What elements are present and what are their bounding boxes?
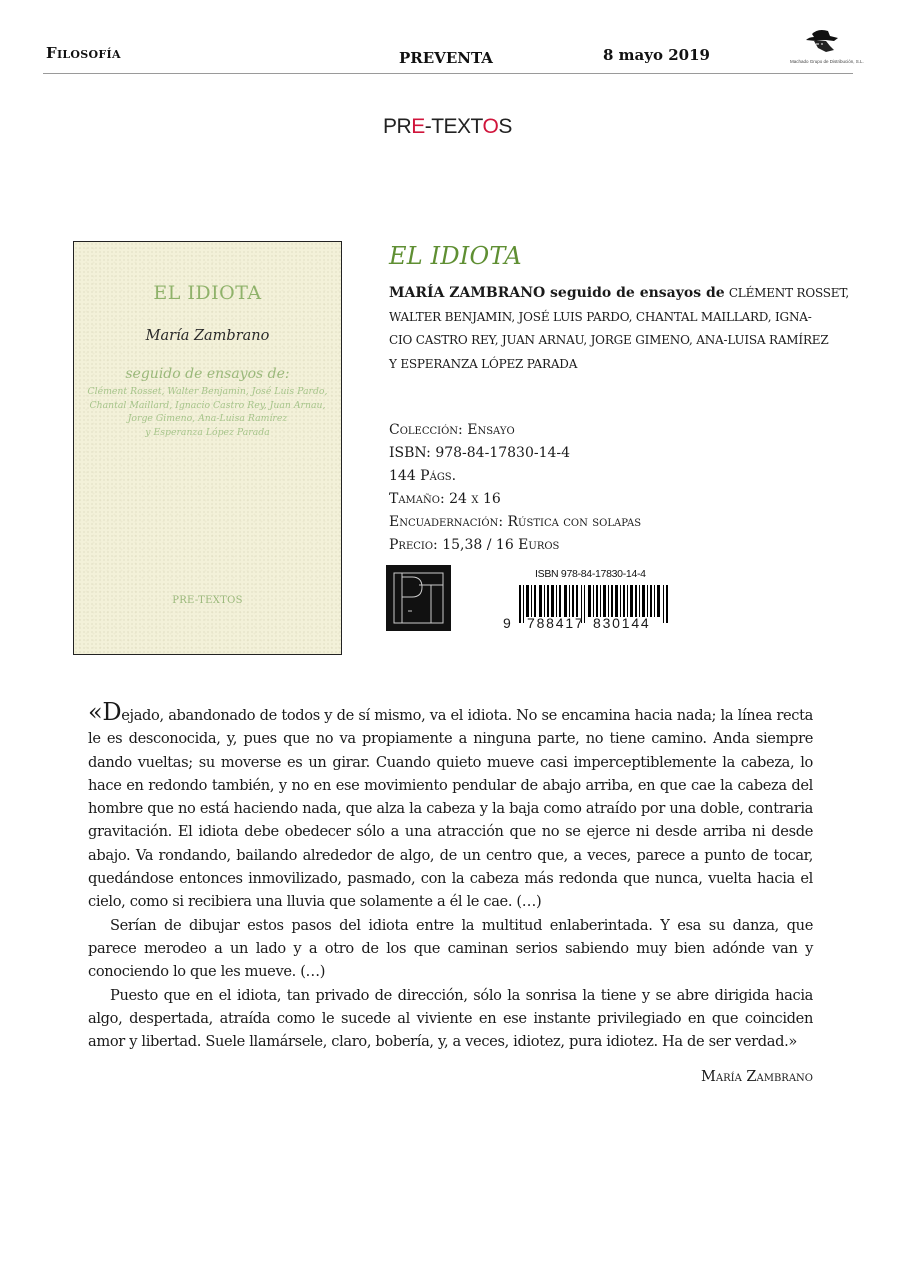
excerpt-paragraph: Puesto que en el idiota, tan privado de dirección, sólo la sonrisa la tiene y se abre dirigida hacia algo, despertada, atraída como le sucede al viviente en ese instante privilegiado en que coinciden amor y libertad. Suele llamársele, claro, bobería, y, a veces, idiotez, pura idiotez. Ha de ser verdad.» — [88, 986, 813, 1051]
cover-title: EL IDIOTA — [153, 282, 262, 304]
spec-binding: Encuadernación: Rústica con solapas — [389, 514, 642, 530]
logo-part: -TEXT — [424, 115, 483, 138]
header-divider — [43, 73, 853, 74]
contributors-line: WALTER BENJAMIN, JOSÉ LUIS PARDO, CHANTAL MAILLARD, IGNA- — [389, 309, 812, 324]
logo-accent: E — [411, 115, 425, 138]
spec-collection: Colección: Ensayo — [389, 422, 515, 438]
spec-pages: 144 Págs. — [389, 468, 457, 484]
barcode-digit-first: 9 — [503, 615, 511, 631]
barcode-digits-right: 830144 — [593, 615, 651, 631]
book-cover — [73, 241, 342, 655]
barcode-digits-left: 788417 — [527, 615, 585, 631]
pretextos-emblem-icon — [386, 565, 451, 631]
cover-contributors-line: Chantal Maillard, Ignacio Castro Rey, Juan Arnau, — [89, 399, 326, 411]
cover-author: María Zambrano — [145, 328, 270, 344]
publisher-logo — [383, 116, 512, 137]
cover-contributors-line: Clément Rosset, Walter Benjamin, José Luis Pardo, — [87, 386, 328, 397]
excerpt-quote — [88, 700, 813, 1053]
excerpt-signature: María Zambrano — [701, 1069, 813, 1085]
logo-accent: O — [482, 115, 499, 138]
section-label: Filosofía — [46, 44, 121, 62]
cover-contributors-line: Jorge Gimeno, Ana-Luisa Ramírez — [127, 413, 288, 424]
spec-price: Precio: 15,38 / 16 Euros — [389, 537, 560, 553]
cover-contributors — [82, 385, 333, 439]
book-title: EL IDIOTA — [389, 242, 522, 270]
logo-part: PR — [383, 115, 412, 138]
excerpt-text: ejado, abandonado de todos y de sí mismo, va el idiota. No se encamina hacia nada; la línea recta le es desconocida, y, pues que no va propiamente a ninguna parte, no tiene camino. Anda siempre dando vueltas; su moverse es un girar. Cuando quieto mueve casi imperceptiblemente la cabeza, lo hace en redondo también, y no en ese movimiento pendular de abajo arriba, en que cae la cabeza del hombre que no está haciendo nada, que alza la cabeza y la baja como atraído por una doble, contraria gravitación. El idiota debe obedecer sólo a una atracción que no se ejerce ni desde arriba ni desde abajo. Va rondando, bailando alrededor de algo, de un centro que, a veces, parece a punto de tocar, quedándose entonces inmovilizado, pasmado, con la cabeza más redonda que nunca, vuelta hacia el cielo, como si recibiera una lluvia que solamente a él le cae. (…) — [88, 707, 813, 911]
spec-size: Tamaño: 24 x 16 — [389, 491, 501, 507]
distributor-caption: Machado Grupo de Distribución, S.L. — [790, 59, 864, 64]
contributors-line: CLÉMENT ROSSET, — [728, 286, 850, 300]
contributors-line: Y ESPERANZA LÓPEZ PARADA — [389, 356, 578, 371]
status-label: PREVENTA — [399, 49, 493, 67]
release-date: 8 mayo 2019 — [603, 46, 710, 64]
book-specs — [389, 419, 641, 557]
book-authors — [389, 282, 869, 376]
cover-subtitle: seguido de ensayos de: — [125, 366, 290, 382]
logo-part: S — [498, 115, 512, 138]
excerpt-paragraph — [88, 700, 813, 914]
hat-figure-icon — [804, 28, 840, 58]
barcode-isbn-label: ISBN 978-84-17830-14-4 — [535, 568, 646, 580]
cover-contributors-line: y Esperanza López Parada — [145, 426, 270, 438]
isbn-barcode — [503, 568, 675, 632]
excerpt-paragraph: Serían de dibujar estos pasos del idiota entre la multitud enlaberintada. Y esa su danza, que parece merodeo a un lado y a otro de los que caminan serios sabiendo muy bien adónde van y conociendo lo que les mueve. (…) — [88, 916, 813, 981]
spec-isbn: ISBN: 978-84-17830-14-4 — [389, 445, 571, 461]
distributor-logo — [790, 28, 864, 72]
contributors-line: CIO CASTRO REY, JUAN ARNAU, JORGE GIMENO, ANA-LUISA RAMÍREZ — [389, 333, 829, 347]
main-author: MARÍA ZAMBRANO seguido de ensayos de — [389, 285, 725, 301]
cover-publisher: PRE-TEXTOS — [172, 595, 243, 606]
excerpt-dropcap: «D — [88, 698, 122, 726]
